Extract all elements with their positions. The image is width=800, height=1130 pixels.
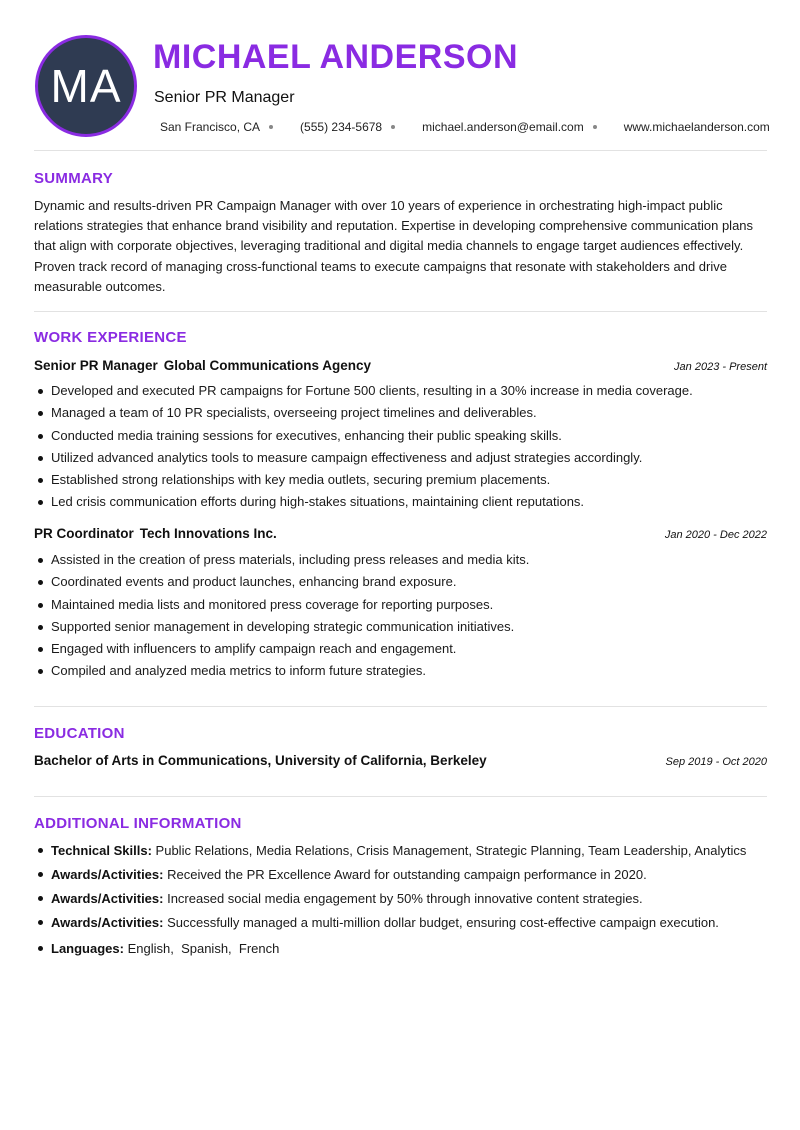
- list-item: [34, 887, 769, 911]
- candidate-title: Senior PR Manager: [154, 89, 295, 106]
- additional-heading: ADDITIONAL INFORMATION: [34, 815, 242, 832]
- item-label: Awards/Activities:: [51, 915, 164, 930]
- job-dates: Jan 2023 - Present: [674, 361, 767, 373]
- experience-heading: WORK EXPERIENCE: [34, 329, 187, 346]
- divider: [34, 311, 767, 312]
- candidate-name: MICHAEL ANDERSON: [153, 38, 519, 76]
- divider: [34, 796, 767, 797]
- summary-heading: SUMMARY: [34, 170, 114, 187]
- additional-list: [34, 839, 769, 961]
- list-item: Developed and executed PR campaigns for Fortune 500 clients, resulting in a 30% increase in media coverage.: [34, 380, 769, 402]
- separator-dot-icon: [593, 125, 597, 129]
- list-item: Coordinated events and product launches, enhancing brand exposure.: [34, 571, 769, 593]
- item-text: English, Spanish, French: [127, 941, 280, 956]
- separator-dot-icon: [269, 125, 273, 129]
- item-label: Awards/Activities:: [51, 867, 164, 882]
- list-item: [34, 911, 769, 935]
- item-label: Awards/Activities:: [51, 891, 164, 906]
- item-text: Successfully managed a multi-million dollar budget, ensuring cost-effective campaign execution.: [167, 915, 719, 930]
- contact-website[interactable]: www.michaelanderson.com: [623, 120, 770, 134]
- contact-phone: (555) 234-5678: [300, 120, 383, 134]
- list-item: [34, 863, 769, 887]
- item-label: Technical Skills:: [51, 843, 152, 858]
- list-item: Conducted media training sessions for executives, enhancing their public speaking skills.: [34, 425, 769, 447]
- separator-dot-icon: [391, 125, 395, 129]
- education-degree: Bachelor of Arts in Communications, University of California, Berkeley: [34, 753, 487, 768]
- list-item: Supported senior management in developing strategic communication initiatives.: [34, 616, 769, 638]
- list-item: Utilized advanced analytics tools to measure campaign effectiveness and adjust strategies accordingly.: [34, 447, 769, 469]
- item-text: Increased social media engagement by 50% through innovative content strategies.: [167, 891, 643, 906]
- contact-email[interactable]: michael.anderson@email.com: [422, 120, 584, 134]
- summary-text: Dynamic and results-driven PR Campaign Manager with over 10 years of experience in orchestrating high-impact public relations strategies that enhance brand visibility and reputation. Expertise in developing comprehensive communication plans that align with corporate objectives, leveraging traditional and digital media channels to engage target audiences effectively. Proven track record of managing cross-functional teams to execute campaigns that resonate with stakeholders and drive measurable outcomes.: [34, 198, 754, 294]
- divider: [34, 706, 767, 707]
- list-item: [34, 839, 769, 863]
- divider: [34, 150, 767, 151]
- list-item: Led crisis communication efforts during high-stakes situations, maintaining client reputations.: [34, 491, 769, 513]
- job-role: Senior PR Manager: [34, 358, 158, 373]
- list-item: Managed a team of 10 PR specialists, overseeing project timelines and deliverables.: [34, 402, 769, 424]
- contact-location: San Francisco, CA: [160, 120, 261, 134]
- list-item: Maintained media lists and monitored press coverage for reporting purposes.: [34, 594, 769, 616]
- list-item: [34, 937, 769, 961]
- job-company: Global Communications Agency: [163, 358, 372, 373]
- list-item: Established strong relationships with key media outlets, securing premium placements.: [34, 469, 769, 491]
- contact-bar: [160, 120, 770, 134]
- list-item: Engaged with influencers to amplify campaign reach and engagement.: [34, 638, 769, 660]
- job-company: Tech Innovations Inc.: [139, 526, 277, 541]
- job-dates: Jan 2020 - Dec 2022: [664, 529, 767, 541]
- item-label: Languages:: [51, 941, 124, 956]
- job-bullets: [34, 549, 769, 683]
- item-text: Public Relations, Media Relations, Crisis Management, Strategic Planning, Team Leadership, Analytics: [155, 843, 747, 858]
- list-item: Compiled and analyzed media metrics to inform future strategies.: [34, 660, 769, 682]
- job-header: [34, 526, 767, 541]
- job-header: [34, 358, 767, 373]
- avatar: [35, 35, 137, 137]
- education-entry: [34, 753, 767, 768]
- job-role: PR Coordinator: [34, 526, 134, 541]
- job-bullets: [34, 380, 769, 514]
- education-heading: EDUCATION: [34, 725, 125, 742]
- education-dates: Sep 2019 - Oct 2020: [665, 756, 767, 768]
- list-item: Assisted in the creation of press materials, including press releases and media kits.: [34, 549, 769, 571]
- item-text: Received the PR Excellence Award for outstanding campaign performance in 2020.: [167, 867, 647, 882]
- avatar-initials: MA: [50, 60, 122, 112]
